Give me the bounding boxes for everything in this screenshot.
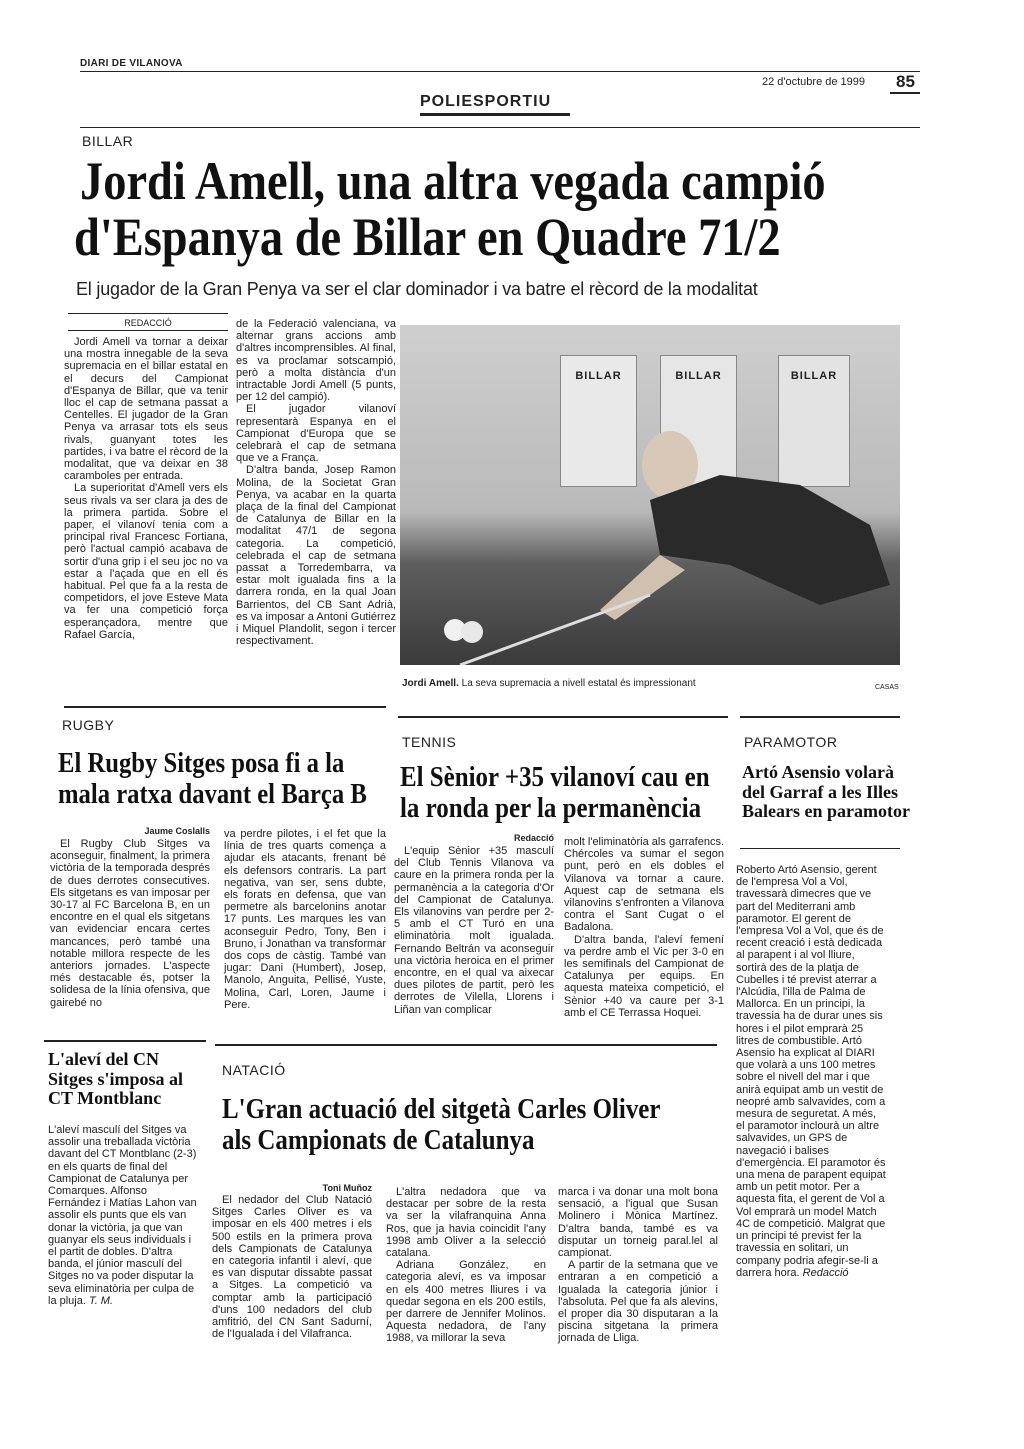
billar-photo (400, 325, 900, 665)
billar-column-1 (64, 336, 228, 641)
billar-byline-rule-bottom (68, 330, 228, 331)
alevi-body-text: L'aleví masculí del Sitges va assolir una treballada victòria davant del CT Montblanc (2-3) en els quarts de final del Campionat de Catalunya per Comarques. Alfonso Fernández i Matías Lahon van assolir els punts que els van donar la victòria, ja que van guanyar els seus individuals i el partit de dobles. D'altra banda, el júnior masculí del Sitges no va poder disputar la seva eliminatòria per culpa de la pluja. (48, 1124, 197, 1307)
issue-date: 22 d'octubre de 1999 (762, 76, 866, 88)
photo-credit: CASAS (875, 684, 899, 691)
tennis-section-label: TENNIS (402, 734, 457, 750)
billar-headline-line2: d'Espanya de Billar en Quadre 71/2 (74, 207, 781, 267)
natacio-byline: Toni Muñoz (322, 1183, 372, 1193)
billar-col2-para: D'altra banda, Josep Ramon Molina, de la Societat Gran Penya, va acabar en la quarta plaça de la final del Campionat de Catalunya de Billar en la modalitat 47/1 de segona categoria. La competició, celebrada el cap de setmana passat a Torredembarra, va estar molt igualada fins a la darrera ronda, en la qual Joan Barrientos, del CB Sant Adrià, es va imposar a Antoni Gutiérrez i Miquel Plandolit, segon i tercer respectivament. (236, 464, 396, 648)
billar-col1-para: La superioritat d'Amell vers els seus rivals va ser clara ja des de la primera partida. Sobre el paper, el vilanoví tenia com a principal rival Francesc Fortiana, però l'actual campió acabava de sortir d'una grip i el seu joc no va estar a l'açada que en ell és habitual. Pel que fa a la resta de competidors, el jove Esteve Mata va fer una competició força esperançadora, mentre que Rafael García, (64, 482, 228, 641)
section-title: POLIESPORTIU (420, 93, 552, 110)
billar-col1-para: Jordi Amell va tornar a deixar una mostra innegable de la seva supremacia en el billar estatal en el decurs del Campionat d'Espanya de Billar, que va tenir lloc el cap de setmana passat a Centelles. El jugador de la Gran Penya va arrasar tots els seus rivals, guanyant totes les partides, i va batre el rècord de la modalitat, que va deixar en 38 caramboles per entrada. (64, 336, 228, 483)
tennis-column-1: L'equip Sènior +35 masculí del Club Tennis Vilanova va caure en la primera ronda per la permanència a la categoria d'Or del Campionat de Catalunya. Els vilanovins van perdre per 2-5 amb el CT Turó en una eliminatòria molt igualada. Fernando Beltrán va aconseguir una victòria heroica en el primer encontre, en el qual va aixecar dues pilotes de partit, però les derrotes de Vilella, Llorens i Liñan van complicar (394, 845, 554, 1016)
paramotor-top-rule (740, 716, 900, 718)
rugby-section-label: RUGBY (62, 717, 115, 733)
tennis-col2-para: molt l'eliminatòria als garrafencs. Chércoles va sumar el segon punt, però en els dobles el Vilanova va tornar a caure. Aquest cap de setmana els vilanovins s'enfronten a Vilanova contra el Sant Cugat o el Badalona. (564, 836, 724, 934)
billar-subhead: El jugador de la Gran Penya va ser el clar dominador i va batre el rècord de la modalitat (76, 279, 758, 299)
natacio-col2-para: L'altra nedadora que va destacar per sobre de la resta va ser la vilafranquina Anna Ros, que ja havia coincidit l'any 1998 amb Oliver a la selecció catalana. (386, 1186, 546, 1260)
billar-col2-para: El jugador vilanoví representarà Espanya en el Campionat d'Europa que se celebrarà el cap de setmana que ve a França. (236, 403, 396, 465)
natacio-headline: L'Gran actuació del sitgetà Carles Oliver als Campionats de Catalunya (222, 1093, 661, 1156)
poster-right-text: BILLAR (790, 370, 838, 382)
natacio-column-1: El nedador del Club Natació Sitges Carles Oliver es va imposar en els 400 metres i els 500 estils en la primera prova dels Campionats de Catalunya en categoria infantil i aleví, que es van disputar dissabte passat a Sitges. La competició va comptar amb la participació d'uns 100 nedadors del club amfitrió, del CN Sant Sadurní, de l'Igualada i del Vilafranca. (212, 1194, 372, 1341)
billar-byline: REDACCIÓ (124, 318, 172, 328)
section-rule (80, 127, 920, 128)
natacio-col2-para: Adriana González, en categoria aleví, es va imposar en els 400 metres lliures i va quedar segona en els 200 estils, per darrere de Jennifer Molinos. Aquesta nedadora, de l'any 1988, va millorar la seva (386, 1259, 546, 1345)
alevi-body (48, 1124, 198, 1307)
poster-left-text: BILLAR (575, 370, 622, 382)
tennis-col2-para: D'altra banda, l'aleví femení va perdre amb el Vic per 3-0 en les semifinals del Campionat de Catalunya per equips. En aquesta mateixa competició, el Sènior +40 va caure per 3-1 amb el CE Terrassa Hoquei. (564, 933, 724, 1019)
tennis-column-2 (564, 836, 724, 1019)
paramotor-headline-rule (740, 848, 900, 849)
page-number: 85 (896, 72, 915, 91)
billar-bottom-rule-left (64, 706, 386, 708)
natacio-column-3 (558, 1186, 718, 1345)
alevi-headline: L'aleví del CN Sitges s'imposa al CT Montblanc (48, 1049, 184, 1108)
photo-caption-name: Jordi Amell. (402, 678, 459, 689)
paramotor-body (736, 864, 886, 1279)
billar-section-label: BILLAR (82, 133, 134, 149)
alevi-top-rule (44, 1040, 206, 1042)
header-rule (80, 71, 920, 72)
paramotor-headline: Artó Asensio volarà del Garraf a les Illes Balears en paramotor (742, 762, 910, 821)
section-underline (420, 113, 570, 116)
photo-caption-text: La seva supremacia a nivell estatal és impressionant (461, 678, 696, 689)
poster-center-text: BILLAR (675, 370, 722, 382)
natacio-col3-para: A partir de la setmana que ve entraran a en competició a Igualada la categoria júnior i l'absoluta. Pel que fa als alevins, el proper dia 30 disputaran a la piscina sitgetana la primera jornada de Lliga. (558, 1259, 718, 1345)
tennis-headline: El Sènior +35 vilanoví cau en la ronda per la permanència (400, 761, 710, 824)
billar-bottom-rule-right (398, 716, 728, 718)
paramotor-byline: Redacció (802, 1266, 849, 1279)
rugby-column-2: va perdre pilotes, i el fet que la línia de tres quarts comença a ajudar els atacants, frenant bé els defensors contraris. La part negativa, van ser, sens dubte, els forats en defensa, que van permetre als barcelonins anotar 17 punts. Les marques les van aconseguir Pedro, Tony, Ben i Bruno, i Jonathan va transformar dos cops de càstig. També van jugar: Dani (Humbert), Josep, Manolo, Anguita, Pellisé, Yuste, Molina, Carl, Loren, Jaume i Pere. (224, 828, 386, 1011)
paramotor-section-label: PARAMOTOR (744, 734, 838, 750)
natacio-column-2 (386, 1186, 546, 1345)
photo-caption (402, 678, 902, 689)
billar-column-2 (236, 318, 396, 647)
page-number-underline (890, 92, 920, 94)
billar-headline-line1: Jordi Amell, una altra vegada campió (80, 151, 826, 211)
natacio-section-label: NATACIÓ (222, 1062, 286, 1078)
alevi-byline: T. M. (88, 1294, 114, 1307)
tennis-bottom-rule (215, 1044, 717, 1046)
billar-col2-para: de la Federació valenciana, va alternar grans accions amb d'altres incomprensibles. Al final, es va proclamar sotscampió, però a molta distància d'un intractable Jordi Amell (5 punts, per 12 del campió). (236, 318, 396, 404)
tennis-byline: Redacció (513, 833, 554, 843)
paramotor-body-text: Roberto Artó Asensio, gerent de l'empresa Vol a Vol, travessarà dimecres que ve part del Mediterrani amb paramotor. El gerent de l'empresa Vol a Vol, que és de recent creació i està dedicada al parapent i al vol lliure, sortirà des de la platja de Cubelles i té previst aterrar a l'Alcúdia, l'illa de Palma de Mallorca. En un principi, la travessia ha de durar unes sis hores i el pilot emprarà 25 litres de combustible. Artó Asensio ha explicat al DIARI que volarà a uns 100 metres sobre el nivell del mar i que anirà equipat amb un vestit de neopré amb salvavides, com a mesura de seguretat. A més, el paramotor inclourà un altre salvavides, un GPS de navegació i balises d'emergència. El paramotor és una mena de parapent equipat amb un petit motor. Per a aquesta fita, el gerent de Vol a Vol emprarà un model Match 4C de competició. Malgrat que un principi té previst fer la travessia en solitari, un company podria afegir-se-li a darrera hora. (736, 864, 886, 1279)
rugby-column-1: El Rugby Club Sitges va aconseguir, finalment, la primera victòria de la temporada després de dues derrotes consecutives. Els sitgetans es van imposar per 30-17 al FC Barcelona B, en un encontre en el qual els sitgetans van evidenciar encara certes mancances, però també una notable millora respecte de les anteriors jornades. L'aspecte més destacable és, potser la solidesa de la línia ofensiva, que gairebé no (50, 838, 210, 1009)
billar-byline-rule (68, 313, 228, 314)
rugby-byline: Jaume Coslalls (144, 826, 210, 836)
natacio-col3-para: marca i va donar una molt bona sensació, a l'igual que Susan Molinero i Mònica Martínez. D'altra banda, també es va disputar un torneig paral.lel al campionat. (558, 1186, 718, 1260)
rugby-headline: El Rugby Sitges posa fi a la mala ratxa davant el Barça B (58, 747, 367, 810)
billiard-player-figure (400, 325, 900, 665)
paper-name: DIARI DE VILANOVA (80, 58, 183, 69)
